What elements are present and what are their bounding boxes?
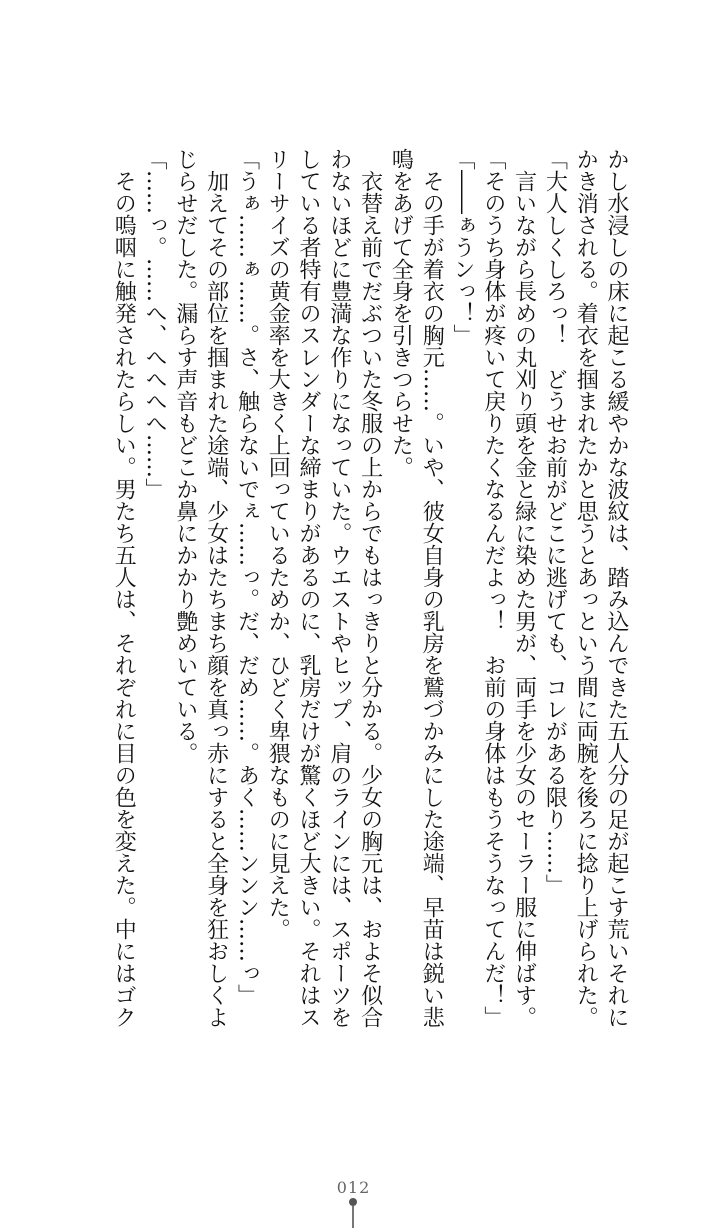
text-line: 言いながら長めの丸刈り頭を金と緑に染めた男が、両手を少女のセーラー服に伸ばす。 bbox=[511, 148, 537, 1028]
text-line: 「大人しくしろっ！ どうせお前がどこに逃げても、コレがある限り……」 bbox=[542, 148, 568, 896]
text-line: その嗚咽に触発されたらしい。男たち五人は、それぞれに目の色を変えた。中にはゴク bbox=[111, 148, 137, 1028]
text-line: している者特有のスレンダーな締まりがあるのに、乳房だけが驚くほど大きい。それはス bbox=[296, 148, 322, 1028]
page-marker-line bbox=[352, 1206, 354, 1228]
text-line: かき消される。着衣を掴まれたかと思うとあっという間に両腕を後ろに捻り上げられた。 bbox=[573, 148, 599, 1028]
text-line: 鳴をあげて全身を引きつらせた。 bbox=[388, 148, 414, 478]
text-line: じらせだした。漏らす声音もどこか鼻にかかり艶めいている。 bbox=[172, 148, 198, 764]
vertical-text-body bbox=[107, 148, 631, 1028]
text-line: リーサイズの黄金率を大きく上回っているためか、ひどく卑猥なものに見えた。 bbox=[265, 148, 291, 940]
page-marker-dot bbox=[349, 1198, 357, 1206]
text-line: 「うぁ……ぁ……。さ、触らないでぇ……っ。だ、だめ……。あく……ンンン……っ」 bbox=[234, 148, 260, 1006]
text-line: その手が着衣の胸元……。いや、彼女自身の乳房を鷲づかみにした途端、早苗は鋭い悲 bbox=[419, 148, 445, 1028]
text-line: 「そのうち身体が疼いて戻りたくなるんだよっ！ お前の身体はもうそうなってんだ！」 bbox=[480, 148, 506, 1028]
text-line: 「……っ。……へ、へへへへ……」 bbox=[142, 148, 168, 500]
text-line: 衣替え前でだぶついた冬服の上からでもはっきりと分かる。少女の胸元は、およそ似合 bbox=[357, 148, 383, 1028]
page-number: 012 bbox=[336, 1178, 371, 1197]
text-line: かし水浸しの床に起こる緩やかな波紋は、踏み込んできた五人分の足が起こす荒いそれに bbox=[604, 148, 629, 1028]
text-line: 加えてその部位を掴まれた途端、少女はたちまち顔を真っ赤にすると全身を狂おしくよ bbox=[203, 148, 229, 1028]
text-line: 「――ぁうンっ！」 bbox=[450, 148, 476, 346]
text-line: わないほどに豊満な作りになっていた。ウエストやヒップ、肩のラインには、スポーツを bbox=[326, 148, 352, 1028]
